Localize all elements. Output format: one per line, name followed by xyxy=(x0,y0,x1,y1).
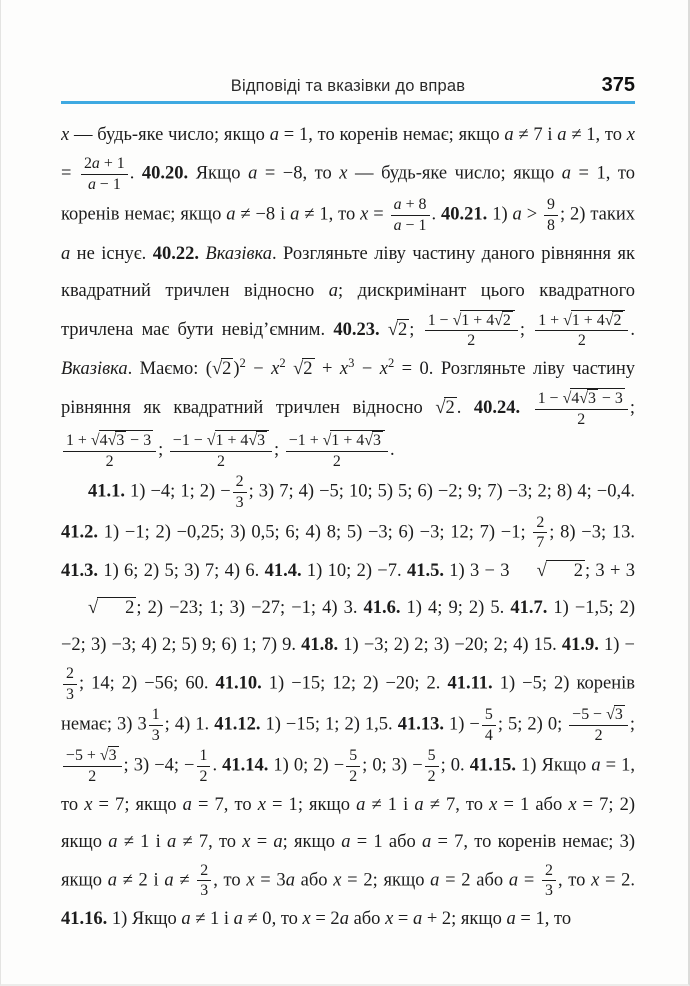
fraction-numerator: 1 + √1 + 4√2 xyxy=(535,310,628,332)
problem-number: 41.11. xyxy=(447,673,493,694)
radical-sign: √ xyxy=(563,311,572,329)
problem-number: 41.15. xyxy=(469,755,516,776)
radicand: 2 xyxy=(97,597,136,619)
problem-number: 41.5. xyxy=(406,561,444,582)
math-variable: a xyxy=(508,870,519,891)
fraction-numerator: a + 8 xyxy=(391,195,430,216)
fraction xyxy=(531,513,549,554)
math-variable: a xyxy=(422,831,432,852)
square-root xyxy=(248,432,267,449)
problem-number: 40.24. xyxy=(473,398,521,419)
radicand: 2 xyxy=(398,319,408,340)
math-variable: x xyxy=(379,359,388,380)
fraction-numerator: −1 − √1 + 4√3 xyxy=(170,430,272,452)
fraction-numerator: −5 + √3 xyxy=(63,746,122,767)
math-variable: x xyxy=(271,359,280,380)
fraction-numerator: 1 + √4√3 − 3 xyxy=(63,430,156,452)
math-variable: x xyxy=(257,794,266,815)
fraction-denominator: 3 xyxy=(151,726,160,744)
fraction-numerator: 1 xyxy=(197,746,211,767)
math-variable: a xyxy=(557,125,567,145)
problem-number: 41.12. xyxy=(214,714,261,735)
fraction xyxy=(195,861,213,902)
problem-number: 41.4. xyxy=(264,561,302,582)
math-variable: a xyxy=(107,870,117,891)
fraction xyxy=(61,746,124,787)
math-variable: a xyxy=(290,204,300,225)
fraction-denominator: 2 xyxy=(105,452,114,470)
paragraph: x — будь-яке число; якщо a = 1, то коренів немає; якщо a ≠ 7 і a ≠ 1, то x = $\frac{2a + 1}{a - 1}$ . 40.20. Якщо a = −8, то x — будь-яке число; якщо a = 1, то коренів немає; якщо a ≠ −8 і a ≠ 1, то x = $\frac{a + 8}{a - 1}$ . 40.21. 1) a > $\frac{9}{8}$ ; 2) таких a не існує. 40.22. Вказівка. Розгляньте ліву частину даного рівняння як квадратний тричлен відносно a; дискримінант цього квадратного тричлена має бути невід’ємним. 40.23. √2 ; $\frac{1 - √1 + 4√2}{2}$ ; $\frac{1 + √1 + 4√2}{2}$ . Вказівка. Маємо: (√2 )$^2 - x^2$ $√2 + x^3 - x^2 = 0$. Розгляньте ліву частину рівняння як квадратний тричлен відносно √2 . 40.24. $\frac{1 - √4√3 - 3}{2}$ ; $\frac{1 + √4√3 - 3}{2}$ ; $\frac{-1 - √1 + 4√3}{2}$ ; $\frac{-1 + √1 + 4√3}{2}$ . xyxy=(61,125,635,470)
fraction-numerator: 1 − √4√3 − 3 xyxy=(535,388,628,410)
square-root xyxy=(323,432,385,449)
problem-number: 40.20. xyxy=(141,163,189,184)
square-root xyxy=(388,320,409,340)
radical-sign: √ xyxy=(99,746,109,764)
math-variable: a xyxy=(181,909,191,930)
fraction xyxy=(168,430,274,472)
math-variable: x xyxy=(489,794,498,815)
square-root xyxy=(579,390,598,407)
math-variable: a xyxy=(269,125,279,145)
hint-label: Вказівка xyxy=(61,359,128,380)
problem-number: 41.16. xyxy=(61,909,108,930)
math-variable: a xyxy=(61,243,71,264)
square-root xyxy=(494,312,513,329)
fraction xyxy=(195,746,213,787)
math-variable: a xyxy=(273,831,283,852)
paragraph: 41.1. 1) −4; 1; 2) − $\frac{2}{3}$ ; 3) 7; 4) −5; 10; 5) 5; 6) −2; 9; 7) −3; 2; 8) 4; −0,4. 41.2. 1) −1; 2) −0,25; 3) 0,5; 6; 4) 8; 5) −3; 6) −3; 12; 7) −1; $\frac{2}{7}$ ; 8) −3; 13. 41.3. 1) 6; 2) 5; 3) 7; 4) 6. 41.4. 1) 10; 2) −7. 41.5. 1) 3 − 3 √ 2 ; 3 + 3√ 2 ; 2) −23; 1; 3) −27; −1; 4) 3. 41.6. 1) 4; 9; 2) 5. 41.7. 1) −1,5; 2) −2; 3) −3; 4) 2; 5) 9; 6) 1; 7) 9. 41.8. 1) −3; 2) 2; 3) −20; 2; 4) 15. 41.9. 1) − $\frac{2}{3}$ ; 14; 2) −56; 60. 41.10. 1) −15; 12; 2) −20; 2. 41.11. 1) −5; 2) коренів немає; 3) 3 $\frac{1}{3}$ ; 4) 1. 41.12. 1) −15; 1; 2) 1,5. 41.13. 1) − $\frac{5}{4}$ ; 5; 2) 0; $\frac{-5 - √3}{2}$ ; $\frac{-5 + √3}{2}$ ; 3) −4; − $\frac{1}{2}$ . 41.14. 1) 0; 2) − $\frac{5}{2}$ ; 0; 3) − $\frac{5}{2}$ ; 0. 41.15. 1) Якщо a = 1, то x = 7; якщо a = 7, то x = 1; якщо a ≠ 1 і a ≠ 7, то x = 1 або x = 7; 2) якщо a ≠ 1 і a ≠ 7, то x = a; якщо a = 1 або a = 7, то коренів немає; 3) якщо a ≠ 2 і a ≠ $\frac{2}{3}$ , то x = 3a або x = 2; якщо a = 2 або a = $\frac{2}{3}$ , то x = 2. 41.16. 1) Якщо a ≠ 1 і a ≠ 0, то x = 2a або x = a + 2; якщо a = 1, то xyxy=(61,472,635,930)
problem-number: 41.3. xyxy=(61,561,98,582)
radicand: 3 xyxy=(614,706,623,723)
math-variable: a xyxy=(87,175,96,193)
page-number: 375 xyxy=(601,74,635,96)
square-root xyxy=(605,312,624,329)
problem-number: 41.8. xyxy=(301,635,339,656)
superscript: 2 xyxy=(279,356,286,371)
fraction xyxy=(423,310,520,352)
fraction-numerator: 9 xyxy=(544,195,558,216)
math-variable: a xyxy=(506,909,516,930)
fraction-denominator: a − 1 xyxy=(87,175,121,193)
radical-sign: √ xyxy=(211,359,223,380)
square-root xyxy=(364,432,383,449)
fraction-denominator: 2 xyxy=(199,767,208,785)
square-root xyxy=(108,432,127,449)
fraction-numerator: 5 xyxy=(425,746,439,767)
fraction-numerator: 2 xyxy=(233,472,247,493)
math-variable: x xyxy=(360,204,369,225)
fraction-denominator: 2 xyxy=(427,767,436,785)
superscript: 3 xyxy=(348,356,355,371)
header-rule xyxy=(61,101,635,104)
math-variable: x xyxy=(84,794,93,815)
problem-number: 41.7. xyxy=(510,598,548,619)
fraction xyxy=(423,746,441,787)
fraction-denominator: 7 xyxy=(536,534,545,552)
radicand: 2 xyxy=(222,359,232,380)
math-variable: x xyxy=(242,831,251,852)
fraction-denominator: 2 xyxy=(467,332,476,350)
math-variable: a xyxy=(164,870,174,891)
radicand: 4√3 − 3 xyxy=(571,390,623,408)
fraction xyxy=(542,195,560,236)
fraction xyxy=(540,861,558,902)
math-variable: a xyxy=(339,909,349,930)
radicand: 2 xyxy=(303,359,313,380)
fraction xyxy=(533,388,630,430)
square-root xyxy=(510,561,585,581)
running-head-title: Відповіді та вказівки до вправ xyxy=(230,77,466,95)
radical-sign: √ xyxy=(107,432,117,449)
math-variable: x xyxy=(61,125,70,145)
math-variable: x xyxy=(302,909,311,930)
problem-number: 40.23. xyxy=(333,319,380,340)
radicand: 3 xyxy=(116,432,125,449)
problem-number: 41.2. xyxy=(61,522,98,543)
radical-sign: √ xyxy=(579,390,589,408)
radical-sign: √ xyxy=(604,311,614,329)
fraction-denominator: 3 xyxy=(235,493,244,511)
fraction xyxy=(61,430,158,472)
fraction-numerator: 2a + 1 xyxy=(81,154,128,175)
problem-number: 41.10. xyxy=(215,673,262,694)
fraction-denominator: 2 xyxy=(349,767,358,785)
radical-sign: √ xyxy=(562,390,572,408)
fraction-denominator: 8 xyxy=(547,216,555,234)
fraction xyxy=(79,154,130,195)
fraction-numerator: 5 xyxy=(482,705,496,726)
fraction xyxy=(389,195,432,236)
math-variable: a xyxy=(226,204,236,225)
math-variable: a xyxy=(512,204,522,225)
problem-number: 41.6. xyxy=(363,598,401,619)
superscript: 2 xyxy=(387,356,395,371)
radicand: 3 xyxy=(257,432,266,449)
square-root xyxy=(61,598,136,618)
fraction-numerator: −1 + √1 + 4√3 xyxy=(286,430,388,452)
fraction-numerator: 5 xyxy=(346,746,360,767)
problem-number: 41.1. xyxy=(88,481,125,502)
fraction xyxy=(344,746,362,787)
fraction xyxy=(231,472,249,513)
radical-sign: √ xyxy=(536,561,547,582)
fraction-denominator: 2 xyxy=(594,726,603,744)
math-variable: x xyxy=(339,359,349,380)
math-variable: a xyxy=(248,163,258,184)
math-variable: x xyxy=(333,870,342,891)
fraction-numerator: 2 xyxy=(63,664,77,685)
radicand: 3 xyxy=(588,390,596,408)
math-variable: a xyxy=(591,755,601,776)
math-variable: a xyxy=(233,909,243,930)
fraction xyxy=(567,705,630,746)
page-header xyxy=(61,75,635,99)
fraction-numerator: 1 xyxy=(149,705,163,726)
problem-number: 40.21. xyxy=(441,204,488,225)
radicand: 2 xyxy=(445,398,455,419)
radicand: 3 xyxy=(108,746,117,764)
math-variable: x xyxy=(568,794,577,815)
math-variable: a xyxy=(285,870,295,891)
square-root xyxy=(435,398,456,418)
square-root xyxy=(453,312,515,329)
fraction xyxy=(480,705,498,746)
problem-number: 41.14. xyxy=(222,755,269,776)
radical-sign: √ xyxy=(606,706,615,723)
radicand: 3 xyxy=(372,432,381,449)
radical-sign: √ xyxy=(322,432,332,449)
fraction xyxy=(284,430,390,472)
fraction-numerator: 2 xyxy=(197,861,211,882)
radical-sign: √ xyxy=(248,432,258,449)
fraction-denominator: 2 xyxy=(577,332,586,350)
math-variable: a xyxy=(393,195,402,213)
radical-sign: √ xyxy=(387,319,399,340)
fraction-denominator: 3 xyxy=(66,686,74,704)
radicand: 4√3 − 3 xyxy=(99,432,152,449)
fraction-denominator: 4 xyxy=(484,726,493,744)
math-variable: a xyxy=(412,909,423,930)
square-root xyxy=(563,312,625,329)
math-variable: a xyxy=(430,870,440,891)
fraction-numerator: 2 xyxy=(533,513,547,534)
math-variable: x xyxy=(339,163,348,184)
square-root xyxy=(563,390,625,407)
radical-sign: √ xyxy=(293,359,304,380)
radical-sign: √ xyxy=(206,432,216,449)
math-variable: a xyxy=(166,831,177,852)
math-variable: a xyxy=(356,794,366,815)
radicand: 2 xyxy=(613,311,622,329)
hint-label: Вказівка xyxy=(205,243,272,264)
fraction-denominator: 3 xyxy=(200,882,209,900)
answers-text xyxy=(61,117,635,976)
radical-sign: √ xyxy=(452,311,462,329)
math-variable: a xyxy=(328,280,339,301)
square-root xyxy=(606,706,625,723)
square-root xyxy=(91,432,153,449)
math-variable: x xyxy=(385,909,394,930)
superscript: 2 xyxy=(239,356,246,371)
fraction-denominator: 2 xyxy=(577,411,586,429)
radicand: 2 xyxy=(502,311,511,329)
square-root xyxy=(293,359,314,379)
radical-sign: √ xyxy=(435,398,446,419)
problem-number: 41.9. xyxy=(561,635,599,656)
math-variable: a xyxy=(341,831,351,852)
math-variable: a xyxy=(504,125,514,145)
square-root xyxy=(207,432,269,449)
fraction-numerator: 2 xyxy=(542,861,556,882)
radicand: 1 + 4√3 xyxy=(330,430,385,450)
math-variable: a xyxy=(182,794,192,815)
radical-sign: √ xyxy=(494,311,503,329)
fraction-numerator: 1 − √1 + 4√2 xyxy=(425,310,518,332)
math-variable: a xyxy=(414,794,424,815)
radical-sign: √ xyxy=(88,598,99,619)
radical-sign: √ xyxy=(90,432,100,449)
problem-number: 41.13. xyxy=(397,714,444,735)
fraction xyxy=(533,310,630,352)
radicand: 1 + 4√2 xyxy=(460,310,515,330)
radicand: 2 xyxy=(546,560,585,582)
radicand: 1 + 4√2 xyxy=(571,310,626,330)
math-variable: a xyxy=(561,163,571,184)
problem-number: 40.22. xyxy=(152,243,199,264)
math-variable: x xyxy=(626,125,635,145)
fraction-denominator: 3 xyxy=(544,882,553,900)
square-root xyxy=(212,359,233,379)
math-variable: a xyxy=(91,155,100,172)
fraction-denominator: a − 1 xyxy=(393,216,427,234)
fraction xyxy=(147,705,165,746)
square-root xyxy=(100,747,119,764)
fraction-denominator: 2 xyxy=(88,767,97,785)
math-variable: x xyxy=(591,870,600,891)
fraction xyxy=(61,664,79,705)
math-variable: a xyxy=(393,216,402,234)
fraction-denominator: 2 xyxy=(217,452,225,470)
fraction-denominator: 2 xyxy=(332,452,341,470)
fraction-numerator: −5 − √3 xyxy=(569,705,628,726)
radical-sign: √ xyxy=(364,432,373,449)
math-variable: x xyxy=(246,870,255,891)
math-variable: a xyxy=(108,831,118,852)
radicand: 1 + 4√3 xyxy=(215,430,270,450)
